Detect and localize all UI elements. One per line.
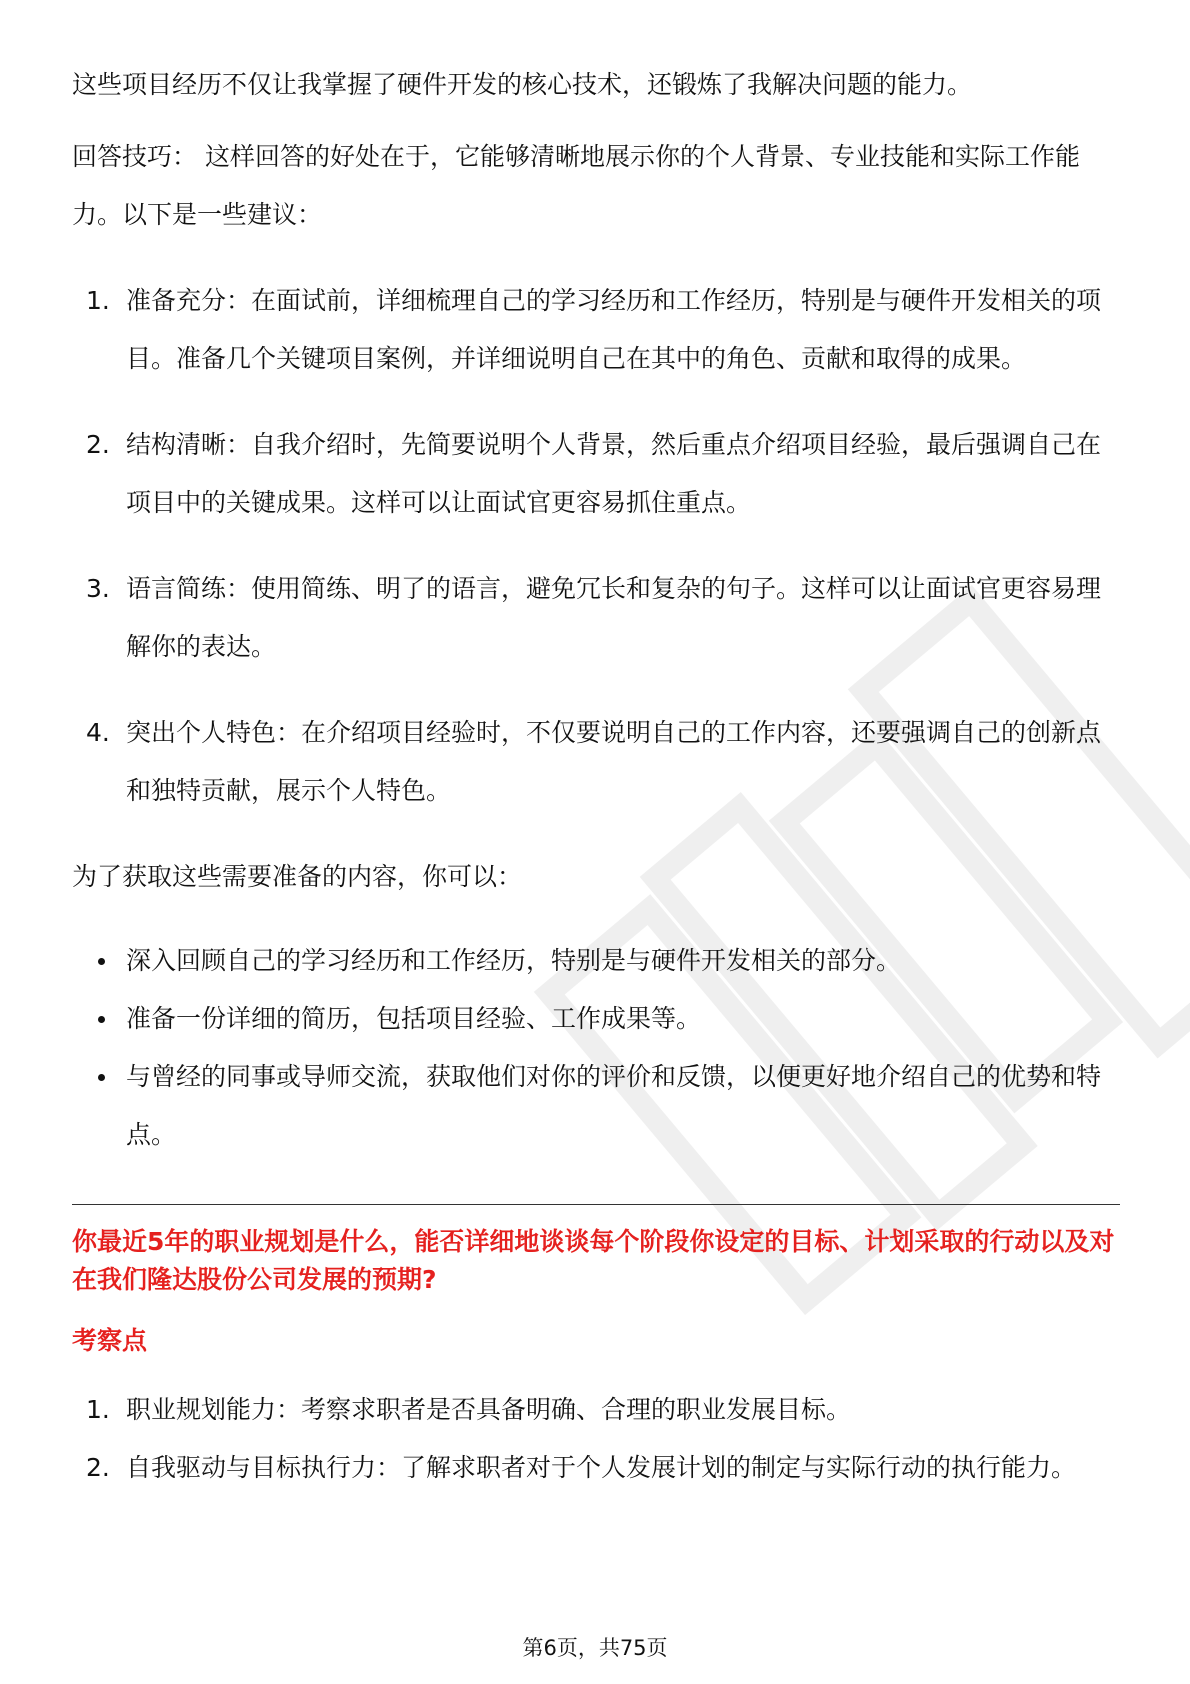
- list-item: [72, 416, 1120, 532]
- bullet-icon: [98, 1016, 105, 1023]
- list-number: 1.: [86, 286, 110, 315]
- list-item-text: 突出个人特色：在介绍项目经验时，不仅要说明自己的工作内容，还要强调自己的创新点和独特贡献，展示个人特色。: [126, 718, 1102, 805]
- list-number: 1.: [86, 1395, 110, 1424]
- list-item-text: 与曾经的同事或导师交流，获取他们对你的评价和反馈，以便更好地介绍自己的优势和特点。: [126, 1062, 1102, 1149]
- list-item-text: 准备充分：在面试前，详细梳理自己的学习经历和工作经历，特别是与硬件开发相关的项目。准备几个关键项目案例，并详细说明自己在其中的角色、贡献和取得的成果。: [126, 286, 1102, 373]
- list-item-text: 结构清晰：自我介绍时，先简要说明个人背景，然后重点介绍项目经验，最后强调自己在项目中的关键成果。这样可以让面试官更容易抓住重点。: [126, 430, 1102, 517]
- tips-list: [72, 272, 1120, 820]
- exam-points-list: [72, 1381, 1120, 1497]
- list-item: [72, 272, 1120, 388]
- intro-paragraph: 这些项目经历不仅让我掌握了硬件开发的核心技术，还锻炼了我解决问题的能力。: [72, 70, 973, 99]
- list-item: [72, 932, 1120, 990]
- list-item-text: 深入回顾自己的学习经历和工作经历，特别是与硬件开发相关的部分。: [126, 946, 902, 975]
- list-item: [72, 1381, 1120, 1439]
- list-item: [72, 1439, 1120, 1497]
- list-item: [72, 1048, 1120, 1164]
- page-footer: 第6页，共75页: [522, 1636, 668, 1660]
- list-item: [72, 990, 1120, 1048]
- interview-question: 你最近5年的职业规划是什么，能否详细地谈谈每个阶段你设定的目标、计划采取的行动以及对在我们隆达股份公司发展的预期?: [72, 1227, 1115, 1294]
- list-item: [72, 560, 1120, 676]
- bullet-icon: [98, 958, 105, 965]
- bullet-icon: [98, 1074, 105, 1081]
- list-item-text: 职业规划能力：考察求职者是否具备明确、合理的职业发展目标。: [126, 1395, 852, 1424]
- prep-list: [72, 932, 1120, 1164]
- list-item-text: 语言简练：使用简练、明了的语言，避免冗长和复杂的句子。这样可以让面试官更容易理解你的表达。: [126, 574, 1102, 661]
- list-item-text: 准备一份详细的简历，包括项目经验、工作成果等。: [126, 1004, 702, 1033]
- list-item: [72, 704, 1120, 820]
- list-number: 2.: [86, 430, 110, 459]
- document-page: [72, 56, 1120, 1497]
- list-number: 4.: [86, 718, 110, 747]
- prep-intro: 为了获取这些需要准备的内容，你可以：: [72, 862, 523, 891]
- exam-points-heading: 考察点: [72, 1326, 148, 1355]
- list-number: 2.: [86, 1453, 110, 1482]
- tips-intro-paragraph: 回答技巧： 这样回答的好处在于，它能够清晰地展示你的个人背景、专业技能和实际工作能力。以下是一些建议：: [72, 142, 1080, 229]
- section-divider: [72, 1204, 1120, 1205]
- list-number: 3.: [86, 574, 110, 603]
- list-item-text: 自我驱动与目标执行力：了解求职者对于个人发展计划的制定与实际行动的执行能力。: [126, 1453, 1077, 1482]
